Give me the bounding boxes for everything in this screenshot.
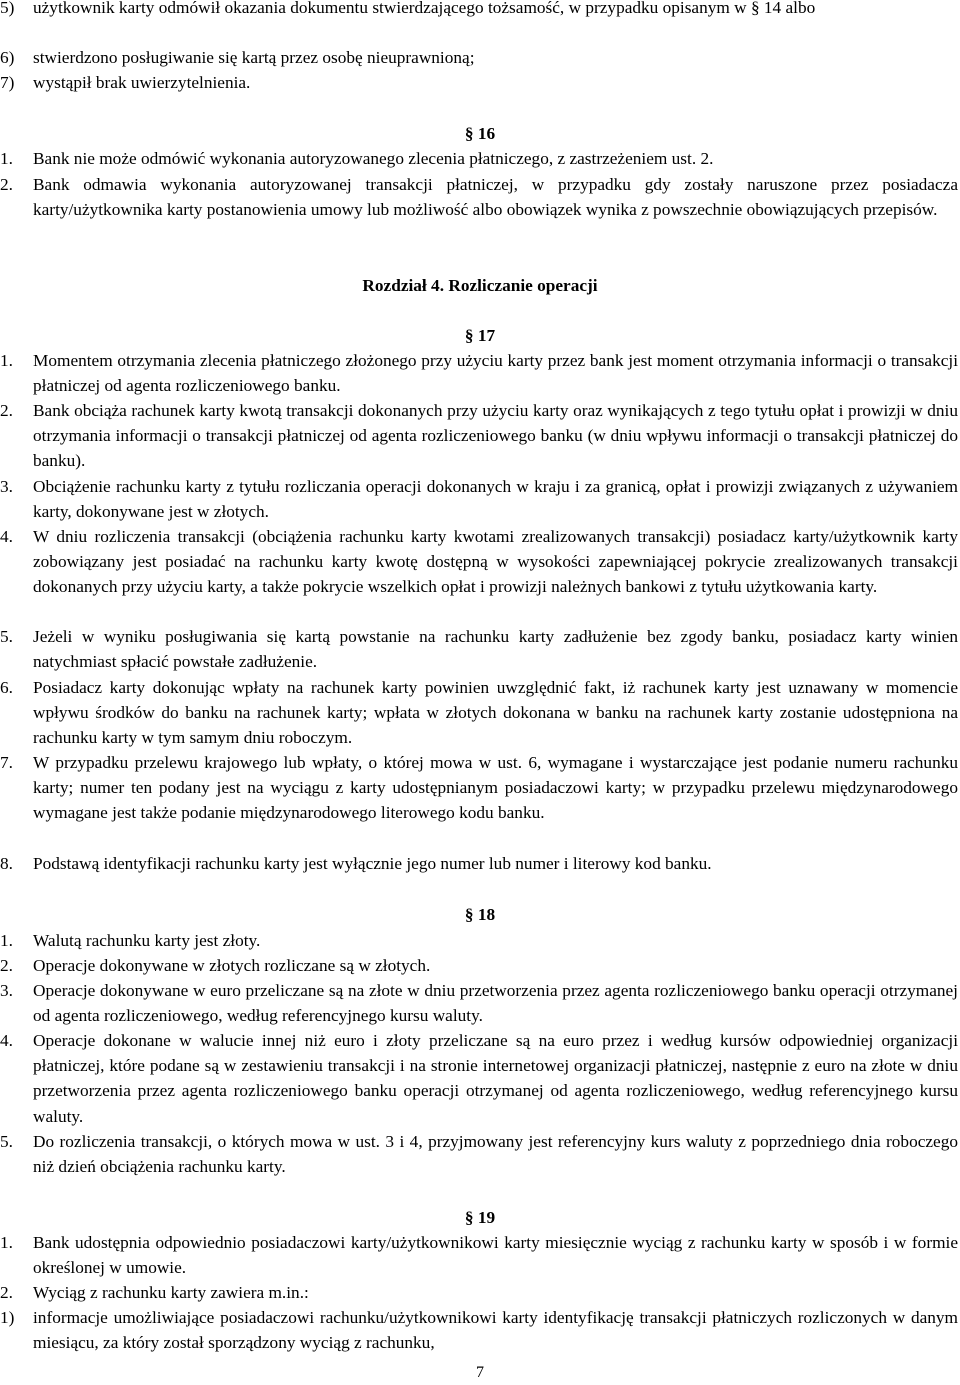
list-item	[0, 146, 958, 171]
list-item	[0, 624, 958, 674]
list-item	[0, 45, 958, 70]
item-number: 2.	[0, 175, 13, 194]
list-item	[0, 675, 958, 751]
item-text: użytkownik karty odmówił okazania dokumentu stwierdzającego tożsamość, w przypadku opisanym w § 14 albo	[33, 0, 816, 17]
sub-item-text: informacje umożliwiające posiadaczowi rachunku/użytkownikowi karty identyfikację transakcji płatniczych rozliczonych w danym miesiącu, za który został sporządzony wyciąg z rachunku,	[33, 1308, 958, 1353]
list-item	[0, 70, 958, 95]
item-text: Bank nie może odmówić wykonania autoryzowanego zlecenia płatniczego, z zastrzeżeniem ust. 2.	[33, 149, 714, 168]
item-number: 2.	[0, 1283, 13, 1302]
item-number: 5.	[0, 1132, 13, 1151]
item-text: Operacje dokonywane w euro przeliczane są na złote w dniu przetworzenia przez agenta rozliczeniowego banku operacji otrzymanej od agenta rozliczeniowego, według referencyjnego kursu waluty.	[33, 981, 958, 1026]
item-number: 3.	[0, 981, 13, 1000]
item-text: Operacje dokonywane w złotych rozliczane są w złotych.	[33, 956, 431, 975]
item-text: stwierdzono posługiwanie się kartą przez osobę nieuprawnioną;	[33, 48, 475, 67]
sub-list-item	[0, 1305, 958, 1355]
list-item	[0, 0, 958, 20]
item-number: 4.	[0, 527, 13, 546]
list-item	[0, 474, 958, 524]
section-heading: § 18	[464, 905, 496, 924]
list-item	[0, 1280, 958, 1305]
item-number: 5.	[0, 627, 13, 646]
page-number: 7	[476, 1364, 484, 1381]
list-item	[0, 1230, 958, 1280]
chapter-heading: Rozdział 4. Rozliczanie operacji	[362, 276, 598, 295]
item-text: Bank obciąża rachunek karty kwotą transakcji dokonanych przy użyciu karty oraz wynikających z tego tytułu opłat i prowizji w dniu otrzymania informacji o transakcji płatniczej od agenta rozliczeniowego banku (w dniu wpływu informacji o transakcji płatniczej do banku).	[33, 401, 958, 471]
item-text: Jeżeli w wyniku posługiwania się kartą powstanie na rachunku karty zadłużenie bez zgody banku, posiadacz karty winien natychmiast spłacić powstałe zadłużenie.	[33, 627, 958, 672]
item-number: 1.	[0, 149, 13, 168]
section-heading: § 17	[464, 326, 496, 345]
item-number: 1.	[0, 1233, 13, 1252]
item-number: 2.	[0, 401, 13, 420]
item-text: Momentem otrzymania zlecenia płatniczego złożonego przy użyciu karty przez bank jest moment otrzymania informacji o transakcji płatniczej od agenta rozliczeniowego banku.	[33, 351, 958, 396]
sub-item-number: 1)	[0, 1308, 15, 1327]
list-item	[0, 953, 958, 978]
section-heading: § 16	[464, 124, 496, 143]
item-number: 7.	[0, 753, 13, 772]
item-number: 1.	[0, 931, 13, 950]
item-text: Bank udostępnia odpowiednio posiadaczowi karty/użytkownikowi karty miesięcznie wyciąg z rachunku karty w sposób i w formie określonej w umowie.	[33, 1233, 958, 1278]
item-number: 1.	[0, 351, 13, 370]
item-text: Obciążenie rachunku karty z tytułu rozliczania operacji dokonanych w kraju i za granicą, opłat i prowizji związanych z używaniem karty, dokonywane jest w złotych.	[33, 477, 958, 522]
item-text: W dniu rozliczenia transakcji (obciążenia rachunku karty kwotami zrealizowanych transakcji) posiadacz karty/użytkownik karty zobowiązany jest posiadać na rachunku karty kwotę dostępną w wysokości zapewniającej pokrycie zrealizowanych transakcji dokonanych przy użyciu karty, a także pokrycie wszelkich opłat i prowizji należnych bankowi z tytułu użytkowania karty.	[33, 527, 958, 597]
item-text: Do rozliczenia transakcji, o których mowa w ust. 3 i 4, przyjmowany jest referencyjny kurs waluty z poprzedniego dnia roboczego niż dzień obciążenia rachunku karty.	[33, 1132, 958, 1177]
item-text: Podstawą identyfikacji rachunku karty jest wyłącznie jego numer lub numer i literowy kod banku.	[33, 854, 712, 873]
item-text: Walutą rachunku karty jest złoty.	[33, 931, 261, 950]
list-item	[0, 978, 958, 1028]
item-text: wystąpił brak uwierzytelnienia.	[33, 73, 251, 92]
item-text: W przypadku przelewu krajowego lub wpłaty, o której mowa w ust. 6, wymagane i wystarczające jest podanie numeru rachunku karty; numer ten podany jest na wyciągu z karty udostępnianym posiadaczowi karty; w przypadku przelewu międzynarodowego wymagane jest także podanie międzynarodowego literowego kodu banku.	[33, 753, 958, 823]
item-number: 6)	[0, 48, 15, 67]
item-text: Wyciąg z rachunku karty zawiera m.in.:	[33, 1283, 309, 1302]
item-number: 4.	[0, 1031, 13, 1050]
item-number: 5)	[0, 0, 15, 17]
item-number: 6.	[0, 678, 13, 697]
section-heading: § 19	[464, 1208, 496, 1227]
item-text: Operacje dokonane w walucie innej niż euro i złoty przeliczane są na euro przez i według kursów odpowiedniej organizacji płatniczej, które podane są w zestawieniu transakcji i na stronie internetowej organizacji płatniczej, następnie z euro na złote w dniu przetworzenia przez agenta rozliczeniowego banku operacji otrzymanej od agenta rozliczeniowego, według referencyjnego kursu waluty.	[33, 1031, 958, 1126]
list-item	[0, 172, 958, 222]
item-number: 7)	[0, 73, 15, 92]
list-item	[0, 1129, 958, 1179]
list-item	[0, 398, 958, 474]
list-item	[0, 928, 958, 953]
item-text: Posiadacz karty dokonując wpłaty na rachunek karty powinien uwzględnić fakt, iż rachunek karty jest uznawany w momencie wpływu środków do banku na rachunek karty; wpłata w złotych dokonana w banku na rachunek karty zostanie udostępniona na rachunku karty w tym samym dniu roboczym.	[33, 678, 958, 748]
list-item	[0, 348, 958, 398]
item-number: 2.	[0, 956, 13, 975]
list-item	[0, 851, 958, 876]
list-item	[0, 750, 958, 826]
list-item	[0, 1028, 958, 1129]
item-number: 3.	[0, 477, 13, 496]
list-item	[0, 524, 958, 600]
item-text: Bank odmawia wykonania autoryzowanej transakcji płatniczej, w przypadku gdy zostały naruszone przez posiadacza karty/użytkownika karty postanowienia umowy lub możliwość albo obowiązek wynika z powszechnie obowiązujących przepisów.	[33, 175, 958, 220]
item-number: 8.	[0, 854, 13, 873]
